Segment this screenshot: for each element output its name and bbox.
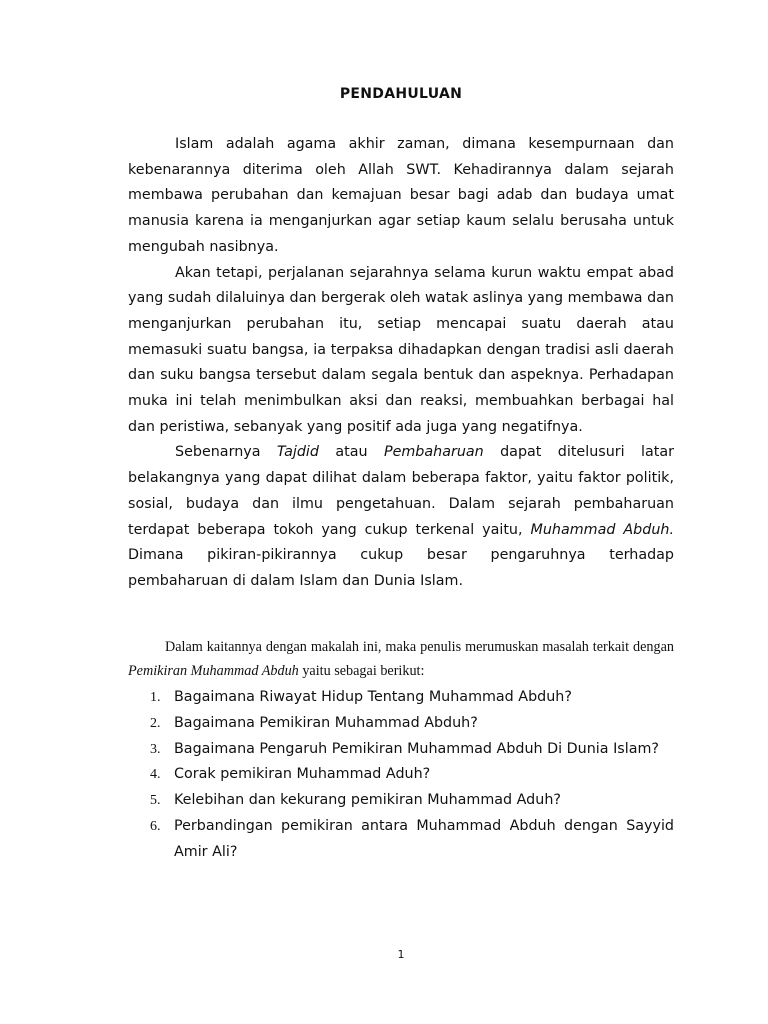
list-item [128,788,674,814]
problem-intro-text-1: Dalam kaitannya dengan makalah ini, maka penulis merumuskan masalah terkait dengan [165,639,674,655]
list-item-text: Bagaimana Pemikiran Muhammad Abduh? [174,714,478,731]
list-item-text: Bagaimana Pengaruh Pemikiran Muhammad Abduh Di Dunia Islam? [174,740,659,757]
page-number: 1 [397,948,405,961]
paragraph-1: Islam adalah agama akhir zaman, dimana kesempurnaan dan kebenarannya diterima oleh Allah SWT. Kehadirannya dalam sejarah membawa perubahan dan kemajuan besar bagi adab dan budaya umat manusia karena ia menganjurkan agar setiap kaum selalu berusaha untuk mengubah nasibnya. [128,136,674,255]
question-list [128,685,674,866]
paragraph-2: Akan tetapi, perjalanan sejarahnya selama kurun waktu empat abad yang sudah dilaluinya dan bergerak oleh watak aslinya yang membawa dan menganjurkan perubahan itu, setiap mencapai suatu daerah atau memasuki suatu bangsa, ia terpaksa dihadapkan dengan tradisi asli daerah dan suku bangsa tersebut dalam segala bentuk dan aspeknya. Perhadapan muka ini telah menimbulkan aksi dan reaksi, membuahkan berbagai hal dan peristiwa, sebanyak yang positif ada juga yang negatifnya. [128,264,674,435]
list-item-number: 6. [150,818,161,834]
paragraph-3-text-2: atau [318,444,384,461]
problem-intro [128,636,674,683]
term-muhammad-abduh: Muhammad Abduh. [530,521,674,538]
list-item [128,762,674,788]
paragraph-3-text-4: Dimana pikiran-pikirannya cukup besar pengaruhnya terhadap pembaharuan di dalam Islam dan Dunia Islam. [128,547,674,589]
list-item [128,737,674,763]
list-item-number: 4. [150,767,161,783]
list-item-text: Bagaimana Riwayat Hidup Tentang Muhammad Abduh? [174,689,572,705]
paragraph-3 [128,440,674,594]
list-item [128,711,674,737]
list-item-number: 3. [150,741,161,757]
term-tajdid: Tajdid [276,444,319,461]
page-title: PENDAHULUAN [339,86,463,102]
problem-intro-text-2: yaitu sebagai berikut: [298,662,425,679]
problem-intro-emphasis: Pemikiran Muhammad Abduh [128,662,299,679]
paragraph-3-text-1: Sebenarnya [175,444,277,461]
list-item-number: 5. [150,793,161,809]
list-item-number: 2. [150,715,161,731]
term-pembaharuan: Pembaharuan [383,444,484,461]
body-text [128,132,674,595]
list-item [128,814,674,866]
list-item-text: Perbandingan pemikiran antara Muhammad Abduh dengan Sayyid Amir Ali? [174,817,674,860]
list-item-text: Kelebihan dan kekurang pemikiran Muhammad Aduh? [174,792,561,809]
list-item-text: Corak pemikiran Muhammad Aduh? [174,766,431,783]
list-item-number: 1. [150,690,161,705]
list-item [128,685,674,711]
paragraph-3-text-3: dapat ditelusuri latar belakangnya yang dapat dilihat dalam beberapa faktor, yaitu faktor politik, sosial, budaya dan ilmu pengetahuan. Dalam sejarah pembaharuan terdapat beberapa tokoh yang cukup terkenal yaitu, [128,444,674,538]
